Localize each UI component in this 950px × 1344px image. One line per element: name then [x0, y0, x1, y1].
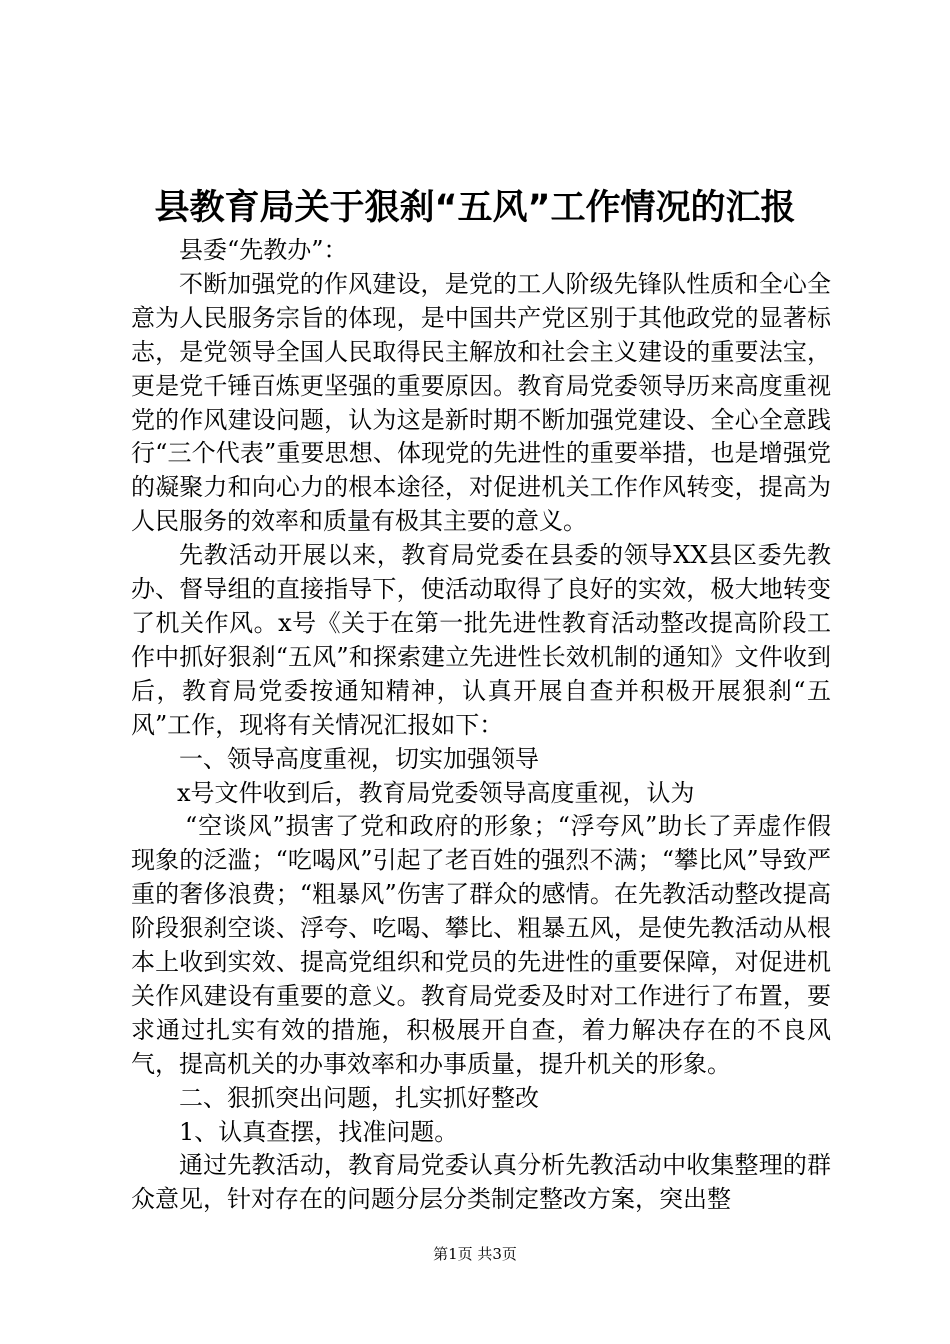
section-heading: 一、领导高度重视，切实加强领导: [179, 744, 539, 773]
body-paragraph: 通过先教活动，教育局党委认真分析先教活动中收集整理的群众意见，针对存在的问题分层分类制定整改方案，突出整: [131, 1151, 831, 1214]
body-paragraph: 先教活动开展以来，教育局党委在县委的领导XX县区委先教办、督导组的直接指导下，使活动取得了良好的实效，极大地转变了机关作风。x号《关于在第一批先进性教育活动整改提高阶段工作中抓好狠刹“五风”和探索建立先进性长效机制的通知》文件收到后，教育局党委按通知精神，认真开展自查并积极开展狠刹“五风”工作，现将有关情况汇报如下：: [131, 541, 831, 739]
body-paragraph: “空谈风”损害了党和政府的形象；“浮夸风”助长了弄虚作假现象的泛滥；“吃喝风”引起了老百姓的强烈不满；“攀比风”导致严重的奢侈浪费；“粗暴风”伤害了群众的感情。在先教活动整改提高阶段狠刹空谈、浮夸、吃喝、攀比、粗暴五风，是使先教活动从根本上收到实效、提高党组织和党员的先进性的重要保障，对促进机关作风建设有重要的意义。教育局党委及时对工作进行了布置，要求通过扎实有效的措施，积极展开自查，着力解决存在的不良风气，提高机关的办事效率和办事质量，提升机关的形象。: [131, 812, 831, 1078]
body-paragraph: 不断加强党的作风建设，是党的工人阶级先锋队性质和全心全意为人民服务宗旨的体现，是中国共产党区别于其他政党的显著标志，是党领导全国人民取得民主解放和社会主义建设的重要法宝，更是党千锤百炼更坚强的重要原因。教育局党委领导历来高度重视党的作风建设问题，认为这是新时期不断加强党建设、全心全意践行“三个代表”重要思想、体现党的先进性的重要举措，也是增强党的凝聚力和向心力的根本途径，对促进机关工作作风转变，提高为人民服务的效率和质量有极其主要的意义。: [131, 269, 831, 536]
section-heading: 二、狠抓突出问题，扎实抓好整改: [179, 1083, 539, 1112]
document-body: [131, 234, 831, 1217]
salutation: 县委“先教办”：: [179, 236, 348, 264]
body-paragraph: x号文件收到后，教育局党委领导高度重视，认为: [177, 778, 695, 807]
subsection-heading: 1、认真查摆，找准问题。: [179, 1117, 459, 1146]
page-number: 第1页 共3页: [433, 1245, 517, 1263]
document-title: 县教育局关于狠刹“五风”工作情况的汇报: [154, 188, 796, 228]
